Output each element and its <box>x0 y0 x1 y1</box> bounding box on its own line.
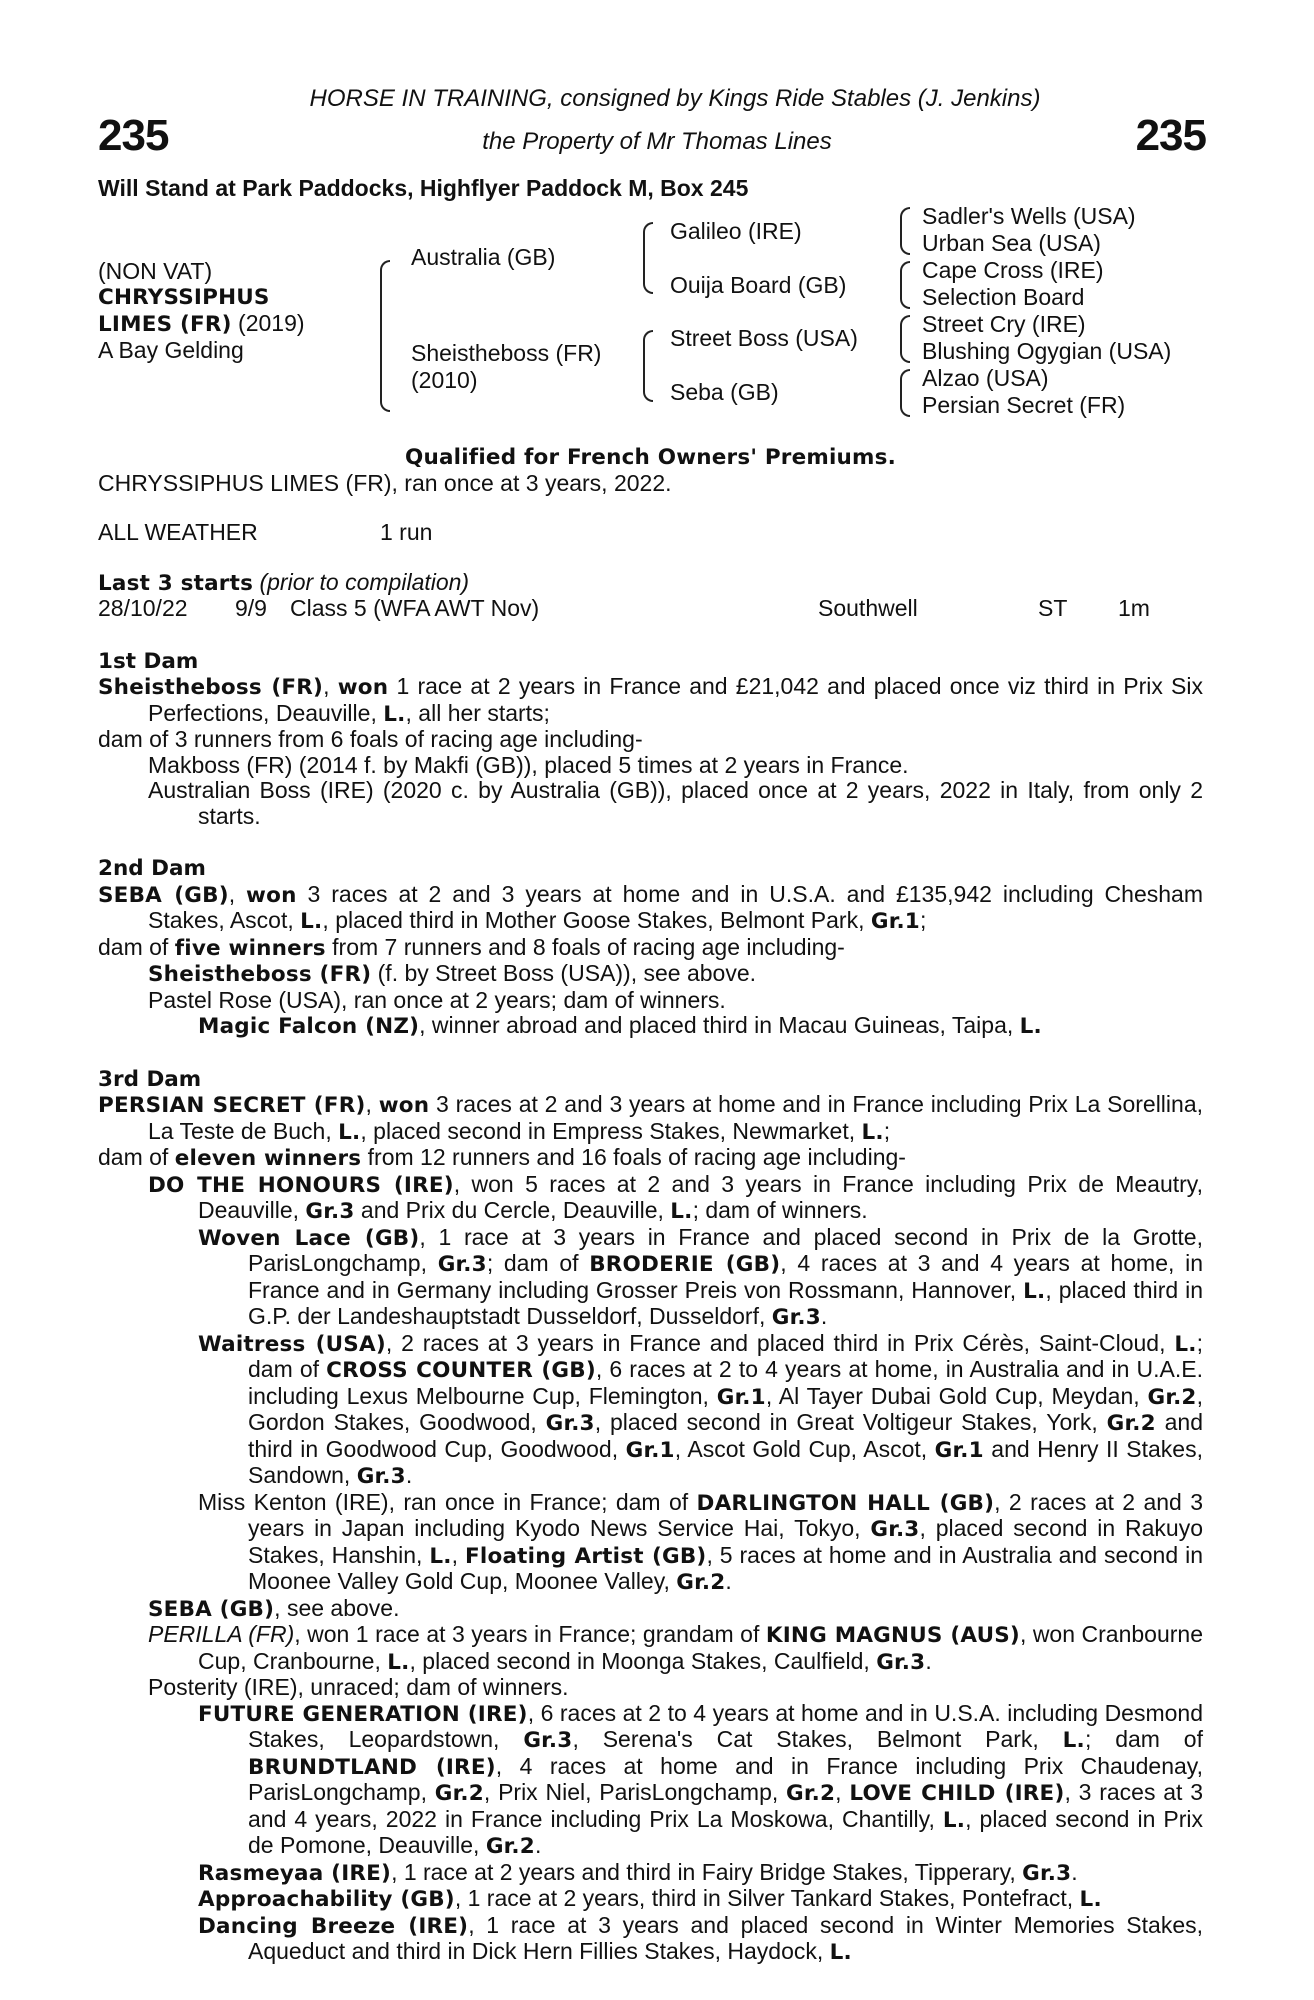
group-mark: Gr.3 <box>305 1199 355 1224</box>
horse-name: BRUNDTLAND (IRE) <box>248 1754 496 1780</box>
start-date: 28/10/22 <box>98 595 188 621</box>
group-mark: Gr.3 <box>876 1649 926 1675</box>
group-mark: Gr.3 <box>523 1728 573 1753</box>
stand-location: Will Stand at Park Paddocks, Highflyer Paddock M, Box 245 <box>98 175 749 201</box>
group-mark: Gr.1 <box>625 1437 675 1463</box>
third-dam-name: PERSIAN SECRET (FR) <box>98 1093 366 1118</box>
record-text: ; dam of <box>248 1329 1203 1382</box>
record-text: , see above. <box>274 1594 400 1621</box>
vat-status: (NON VAT) <box>98 258 213 284</box>
record-text: , won 1 race at 3 years in France; grandam of <box>294 1621 766 1647</box>
record-text: , placed second in Rakuyo Stakes, Hanshin, <box>248 1515 1203 1568</box>
group-mark: Gr.1 <box>870 909 920 934</box>
dam-year: (2010) <box>411 367 478 393</box>
first-dam-record: Sheistheboss (FR), won 1 race at 2 years in France and £21,042 and placed once viz third in Prix Six Perfections, Deauville, L., all her starts; <box>98 673 1204 727</box>
record-text: , 1 race at 3 years and placed second in Winter Memories Stakes, Aqueduct and third in Dick Hern Fillies Stakes, Haydock, <box>248 1911 1204 1964</box>
listed-mark: L. <box>1174 1331 1197 1357</box>
sire-dam-dam: Selection Board <box>922 284 1085 310</box>
dam: Sheistheboss (FR) <box>411 340 602 366</box>
dam-sire-dam: Blushing Ogygian (USA) <box>922 338 1172 364</box>
record-text: , placed third in Mother Goose Stakes, Belmont Park, <box>322 907 871 933</box>
record-text: , placed second in Empress Stakes, Newmarket, <box>360 1117 862 1144</box>
horse-name: LIMES (FR) <box>98 312 232 337</box>
won-label: won <box>246 882 297 908</box>
horse-name: Magic Falcon (NZ) <box>198 1014 420 1039</box>
sire-dam: Ouija Board (GB) <box>670 272 847 298</box>
dam-sire: Street Boss (USA) <box>670 325 858 351</box>
won-label: won <box>337 675 389 700</box>
record-text: dam of <box>98 933 175 960</box>
record-text: Miss Kenton (IRE), ran once in France; dam of <box>198 1488 697 1515</box>
produce-item: Pastel Rose (USA), ran once at 2 years; dam of winners. <box>148 986 726 1013</box>
brace-dd <box>900 369 910 417</box>
group-mark: Gr.1 <box>716 1384 766 1410</box>
lot-number-right: 235 <box>1135 111 1206 160</box>
brace-dam-parents <box>643 330 653 402</box>
record-text: , <box>451 1541 466 1568</box>
horse-name: Rasmeyaa (IRE) <box>198 1860 392 1886</box>
record-text: , Ascot Gold Cup, Ascot, <box>674 1435 935 1462</box>
brace-sd <box>900 261 910 309</box>
last-starts-title: Last 3 starts <box>98 570 254 596</box>
horse-name: Floating Artist (GB) <box>465 1543 707 1569</box>
start-going: ST <box>1038 595 1068 621</box>
record-text: , 1 race at 2 years, third in Silver Tankard Stakes, Pontefract, <box>454 1885 1080 1911</box>
record-text: and Prix du Cercle, Deauville, <box>354 1197 671 1223</box>
produce-item <box>98 1331 1203 1490</box>
record-text: , <box>835 1779 850 1805</box>
third-dam-section <box>98 1067 1203 1966</box>
group-mark: Gr.3 <box>1022 1860 1072 1886</box>
brace-sire-parents <box>643 222 653 294</box>
last-starts-note: (prior to compilation) <box>253 568 470 595</box>
brace-sire-dam <box>380 260 390 412</box>
winners-count: eleven winners <box>174 1146 362 1171</box>
produce-item <box>98 1013 1203 1040</box>
sire-sire-sire: Sadler's Wells (USA) <box>922 203 1136 229</box>
group-mark: Gr.2 <box>786 1781 836 1806</box>
first-dam-produce: dam of 3 runners from 6 foals of racing age including- <box>98 726 643 752</box>
group-mark: Gr.2 <box>434 1781 484 1806</box>
all-weather-label: ALL WEATHER <box>98 519 258 545</box>
group-mark: Gr.2 <box>1106 1411 1156 1436</box>
produce-item <box>98 1225 1203 1331</box>
last-starts-heading <box>98 570 1203 597</box>
sire-sire: Galileo (IRE) <box>670 218 802 244</box>
record-text: and third in Goodwood Cup, Goodwood, <box>248 1409 1204 1462</box>
record-text: , 3 races at 3 and 4 years, 2022 in France including Prix La Moskowa, Chantilly, <box>248 1779 1203 1832</box>
record-text: . <box>534 1832 542 1858</box>
horse-name: Approachability (GB) <box>198 1887 455 1912</box>
horse-name: Dancing Breeze (IRE) <box>198 1913 469 1939</box>
listed-mark: L. <box>861 1119 884 1145</box>
sire-dam-sire: Cape Cross (IRE) <box>922 257 1104 283</box>
record-text: ; <box>883 1117 891 1144</box>
listed-mark: L. <box>942 1807 966 1833</box>
horse-name-line2 <box>98 311 305 338</box>
produce-item <box>98 1622 1203 1675</box>
consignor-line: HORSE IN TRAINING, consigned by Kings Ride Stables (J. Jenkins) <box>309 85 1041 112</box>
record-text: 3 races at 2 and 3 years at home and in U.S.A. and £135,942 including Chesham Stakes, Ascot, <box>148 880 1203 933</box>
record-text: . <box>820 1303 828 1329</box>
premium-note: Qualified for French Owners' Premiums. <box>404 445 897 470</box>
record-text: , 5 races at home and in Australia and second in Moonee Valley Gold Cup, Moonee Valley, <box>248 1541 1203 1594</box>
start-race: Class 5 (WFA AWT Nov) <box>290 595 540 621</box>
brace-ds <box>900 315 910 363</box>
group-mark: Gr.2 <box>1147 1384 1197 1410</box>
second-dam-name: SEBA (GB) <box>98 882 229 908</box>
horse-name: Woven Lace (GB) <box>198 1225 420 1251</box>
horse-description: A Bay Gelding <box>98 337 244 363</box>
record-text: , 4 races at home and in France including Prix Chaudenay, ParisLongchamp, <box>248 1752 1203 1805</box>
record-text: , winner abroad and placed third in Macau Guineas, Taipa, <box>419 1012 1020 1038</box>
property-line: the Property of Mr Thomas Lines <box>482 128 832 155</box>
record-text: and Henry II Stakes, Sandown, <box>248 1435 1203 1488</box>
brace-ss <box>900 207 910 255</box>
listed-mark: L. <box>1062 1728 1085 1753</box>
group-mark: Gr.1 <box>934 1437 984 1463</box>
horse-name: LOVE CHILD (IRE) <box>849 1781 1065 1806</box>
horse-name: CROSS COUNTER (GB) <box>326 1358 596 1383</box>
dam-dam-sire: Alzao (USA) <box>922 365 1049 391</box>
winners-count: five winners <box>174 935 326 961</box>
group-mark: Gr.2 <box>485 1834 535 1859</box>
produce-item <box>98 1172 1203 1225</box>
listed-mark: L. <box>300 909 323 934</box>
record-text: , 2 races at 3 years in France and placed third in Prix Cérès, Saint-Cloud, <box>385 1329 1175 1356</box>
record-text: . <box>1071 1858 1078 1885</box>
second-dam-produce <box>98 935 1203 962</box>
record-text: from 12 runners and 16 foals of racing age including- <box>361 1144 906 1170</box>
start-distance: 1m <box>1118 595 1150 621</box>
start-position: 9/9 <box>235 595 267 621</box>
record-text: 1 race at 2 years in France and £21,042 and placed once viz third in Prix Six Perfections, Deauville, <box>148 673 1204 726</box>
group-mark: Gr.2 <box>676 1570 726 1595</box>
third-dam-produce <box>98 1145 1203 1172</box>
produce-item <box>98 1596 1203 1623</box>
record-text: , placed second in Moonga Stakes, Caulfield, <box>409 1647 877 1674</box>
won-label: won <box>378 1093 430 1118</box>
listed-mark: L. <box>829 1940 852 1965</box>
sire: Australia (GB) <box>411 244 556 270</box>
record-text: , 1 race at 3 years in France and placed second in Prix de la Grotte, ParisLongchamp, <box>248 1223 1203 1276</box>
produce-item <box>98 1701 1203 1860</box>
record-text: ; <box>919 907 927 933</box>
horse-name: SEBA (GB) <box>148 1596 275 1622</box>
group-mark: Gr.3 <box>870 1517 920 1542</box>
record-text: , Prix Niel, ParisLongchamp, <box>483 1779 787 1805</box>
record-text: (f. by Street Boss (USA)), see above. <box>371 960 757 986</box>
listed-mark: L. <box>1019 1014 1042 1039</box>
first-dam-heading: 1st Dam <box>98 648 199 674</box>
listed-mark: L. <box>1023 1278 1046 1304</box>
produce-item <box>98 1490 1203 1596</box>
horse-name: BRODERIE (GB) <box>589 1252 781 1277</box>
record-text: , Serena's Cat Stakes, Belmont Park, <box>572 1726 1063 1752</box>
record-text: . <box>725 1568 732 1594</box>
record-text: , Al Tayer Dubai Gold Cup, Meydan, <box>765 1382 1148 1409</box>
listed-mark: L. <box>387 1649 410 1675</box>
sire-sire-dam: Urban Sea (USA) <box>922 230 1101 256</box>
horse-name: KING MAGNUS (AUS) <box>765 1623 1020 1648</box>
horse-name: DARLINGTON HALL (GB) <box>696 1490 995 1516</box>
group-mark: Gr.3 <box>545 1411 595 1436</box>
record-text: , placed third in G.P. der Landeshauptstadt Dusseldorf, Dusseldorf, <box>248 1276 1203 1329</box>
group-mark: Gr.3 <box>356 1464 406 1489</box>
first-dam-name: Sheistheboss (FR) <box>98 675 324 700</box>
produce-item: Posterity (IRE), unraced; dam of winners. <box>148 1674 569 1700</box>
horse-name: PERILLA (FR) <box>148 1621 295 1647</box>
record-text: , placed second in Great Voltigeur Stakes, York, <box>594 1409 1107 1435</box>
record-text: ; dam of <box>486 1250 590 1276</box>
catalogue-body <box>98 445 1203 1966</box>
second-dam-heading: 2nd Dam <box>98 856 206 881</box>
produce-item <box>98 1913 1203 1966</box>
record-text: , placed second in Prix de Pomone, Deauville, <box>248 1805 1203 1858</box>
dam-sire-sire: Street Cry (IRE) <box>922 311 1086 337</box>
produce-item <box>98 1860 1203 1887</box>
race-summary: CHRYSSIPHUS LIMES (FR), ran once at 3 years, 2022. <box>98 469 672 496</box>
group-mark: Gr.3 <box>437 1252 487 1277</box>
horse-name: FUTURE GENERATION (IRE) <box>198 1701 528 1727</box>
record-text: ; dam of <box>1084 1726 1203 1752</box>
record-text: . <box>405 1462 413 1488</box>
record-text: ; dam of winners. <box>692 1197 868 1223</box>
listed-mark: L. <box>383 701 406 727</box>
dam-dam: Seba (GB) <box>670 379 779 405</box>
produce-item <box>98 961 1203 988</box>
horse-name-line1: CHRYSSIPHUS <box>98 285 270 310</box>
produce-item: Makboss (FR) (2014 f. by Makfi (GB)), placed 5 times at 2 years in France. <box>148 751 909 778</box>
record-text: . <box>925 1647 932 1674</box>
produce-item <box>98 1886 1203 1913</box>
record-text: , won Cranbourne Cup, Cranbourne, <box>198 1621 1203 1674</box>
dam-dam-dam: Persian Secret (FR) <box>922 392 1126 418</box>
record-text: , 2 races at 2 and 3 years in Japan including Kyodo News Service Hai, Tokyo, <box>248 1488 1203 1541</box>
record-text: from 7 runners and 8 foals of racing age including- <box>325 933 845 960</box>
third-dam-record: PERSIAN SECRET (FR), won 3 races at 2 and 3 years at home and in France including Prix La Sorellina, La Teste de Buch, L., placed second in Empress Stakes, Newmarket, L.; <box>98 1091 1204 1145</box>
horse-name: Sheistheboss (FR) <box>148 962 372 987</box>
record-text: 3 races at 2 and 3 years at home and in France including Prix La Sorellina, La Teste de Buch, <box>148 1091 1204 1144</box>
lot-number-left: 235 <box>98 111 169 160</box>
produce-item: Australian Boss (IRE) (2020 c. by Australia (GB)), placed once at 2 years, 2022 in Italy, from only 2 starts. <box>148 777 1203 829</box>
second-dam-section <box>98 856 1203 1040</box>
all-weather-row <box>98 520 1203 546</box>
horse-year: (2019) <box>231 310 305 336</box>
listed-mark: L. <box>1079 1887 1102 1912</box>
group-mark: Gr.3 <box>771 1305 821 1330</box>
record-text: , won 5 races at 2 and 3 years in France including Prix de Meautry, Deauville, <box>198 1170 1203 1223</box>
record-text: , 6 races at 2 to 4 years at home and in U.S.A. including Desmond Stakes, Leopardstown, <box>248 1699 1204 1752</box>
record-text: dam of <box>98 1144 175 1170</box>
horse-name: Waitress (USA) <box>198 1331 386 1357</box>
all-weather-value: 1 run <box>380 519 433 545</box>
record-text: , Gordon Stakes, Goodwood, <box>248 1382 1203 1435</box>
record-text: , 4 races at 3 and 4 years at home, in France and in Germany including Grosser Preis von Rossmann, Hannover, <box>248 1250 1203 1303</box>
second-dam-record: SEBA (GB), won 3 races at 2 and 3 years at home and in U.S.A. and £135,942 including Chesham Stakes, Ascot, L., placed third in Mother Goose Stakes, Belmont Park, Gr.1; <box>98 880 1203 934</box>
listed-mark: L. <box>670 1199 693 1224</box>
record-text: , all her starts; <box>405 699 550 726</box>
start-course: Southwell <box>818 595 918 621</box>
record-text: , 1 race at 2 years and third in Fairy Bridge Stakes, Tipperary, <box>391 1858 1023 1885</box>
listed-mark: L. <box>429 1543 452 1569</box>
listed-mark: L. <box>338 1119 361 1145</box>
third-dam-heading: 3rd Dam <box>98 1066 202 1092</box>
first-dam-section <box>98 649 1203 830</box>
record-text: , 6 races at 2 to 4 years at home, in Australia and in U.A.E. including Lexus Melbourne Cup, Flemington, <box>248 1356 1203 1409</box>
start-row <box>98 596 1203 622</box>
horse-name: DO THE HONOURS (IRE) <box>148 1172 454 1198</box>
